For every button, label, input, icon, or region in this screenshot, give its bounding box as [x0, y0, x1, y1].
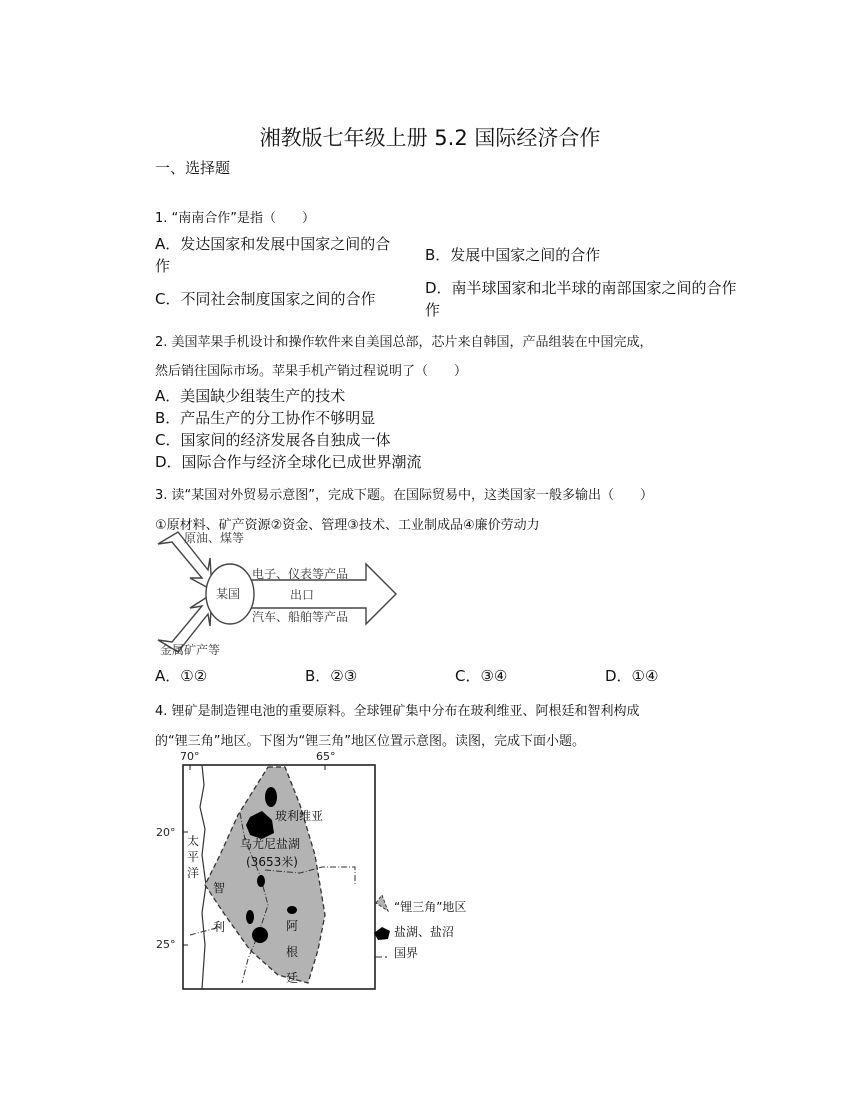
- q2-option-d: D．国际合作与经济全球化已成世界潮流: [155, 453, 422, 471]
- label-ocean-3: 洋: [187, 866, 200, 880]
- q1-option-a-line1: A．发达国家和发展中国家之间的合: [155, 235, 391, 253]
- legend-salt-swatch: [374, 927, 390, 940]
- label-country: 某国: [216, 587, 241, 601]
- label-ocean-2: 平: [187, 850, 200, 864]
- label-argentina-3: 廷: [286, 971, 299, 985]
- lon-70-label: 70°: [180, 750, 200, 763]
- q2-option-b: B．产品生产的分工协作不够明显: [155, 409, 376, 427]
- label-export: 出口: [290, 588, 315, 602]
- q1-stem: 1. “南南合作”是指（ ）: [155, 211, 316, 226]
- legend-salt-label: 盐湖、盐沼: [394, 925, 455, 939]
- label-argentina-1: 阿: [286, 919, 299, 933]
- lat-25-label: 25°: [156, 938, 176, 951]
- label-chile-2: 利: [213, 920, 226, 934]
- q1-option-b: B．发展中国家之间的合作: [425, 246, 601, 264]
- salt-lake: [252, 927, 268, 943]
- label-electronics: 电子、仪表等产品: [252, 567, 349, 581]
- trade-diagram: [150, 528, 410, 662]
- q1-option-d-line1: D．南半球国家和北半球的南部国家之间的合作: [425, 279, 737, 297]
- label-cars: 汽车、船舶等产品: [252, 610, 349, 624]
- q3-option-b: B．②③: [305, 667, 358, 685]
- legend-border-dot: [385, 956, 387, 958]
- label-chile-1: 智: [213, 881, 226, 895]
- lat-20-label: 20°: [156, 826, 176, 839]
- q3-option-d: D．①④: [605, 667, 659, 685]
- salt-lake: [265, 787, 277, 807]
- label-elevation: (3653米): [246, 855, 298, 869]
- q2-option-a: A．美国缺少组装生产的技术: [155, 387, 346, 405]
- salt-lake: [246, 910, 254, 924]
- label-metal: 金属矿产等: [160, 643, 221, 657]
- salt-lake: [287, 906, 297, 914]
- q3-option-a: A．①②: [155, 667, 208, 685]
- q2-option-c: C．国家间的经济发展各自独成一体: [155, 431, 391, 449]
- section-heading: 一、选择题: [155, 159, 231, 177]
- q4-stem-line2: 的“锂三角”地区。下图为“锂三角”地区位置示意图。读图，完成下面小题。: [155, 734, 585, 749]
- legend-triangle-label: “锂三角”地区: [394, 900, 467, 914]
- label-ocean-1: 太: [187, 834, 200, 848]
- q1-option-a-line2: 作: [155, 257, 171, 275]
- q4-stem-line1: 4. 锂矿是制造锂电池的重要原料。全球锂矿集中分布在玻利维亚、阿根廷和智利构成: [155, 704, 640, 719]
- q2-stem-line1: 2. 美国苹果手机设计和操作软件来自美国总部，芯片来自韩国，产品组装在中国完成，: [155, 335, 653, 350]
- legend-triangle-swatch: [376, 895, 388, 911]
- lon-65-label: 65°: [316, 750, 336, 763]
- q3-stem: 3. 读“某国对外贸易示意图”，完成下题。在国际贸易中，这类国家一般多输出（ ）: [155, 488, 654, 503]
- q1-option-c: C．不同社会制度国家之间的合作: [155, 290, 376, 308]
- q3-option-c: C．③④: [455, 667, 508, 685]
- lithium-triangle-map: [150, 745, 510, 995]
- q2-stem-line2: 然后销往国际市场。苹果手机产销过程说明了（ ）: [155, 364, 468, 379]
- salt-lake: [257, 875, 265, 887]
- legend-border-label: 国界: [394, 946, 419, 960]
- label-crude: 原油、煤等: [184, 531, 245, 545]
- label-salar: 乌尤尼盐湖: [240, 837, 301, 851]
- label-argentina-2: 根: [286, 945, 299, 959]
- page-title: 湘教版七年级上册 5.2 国际经济合作: [259, 126, 601, 150]
- label-bolivia: 玻利维亚: [275, 809, 324, 823]
- q1-option-d-line2: 作: [425, 301, 441, 319]
- q3-items: ①原材料、矿产资源②资金、管理③技术、工业制成品④廉价劳动力: [155, 518, 540, 533]
